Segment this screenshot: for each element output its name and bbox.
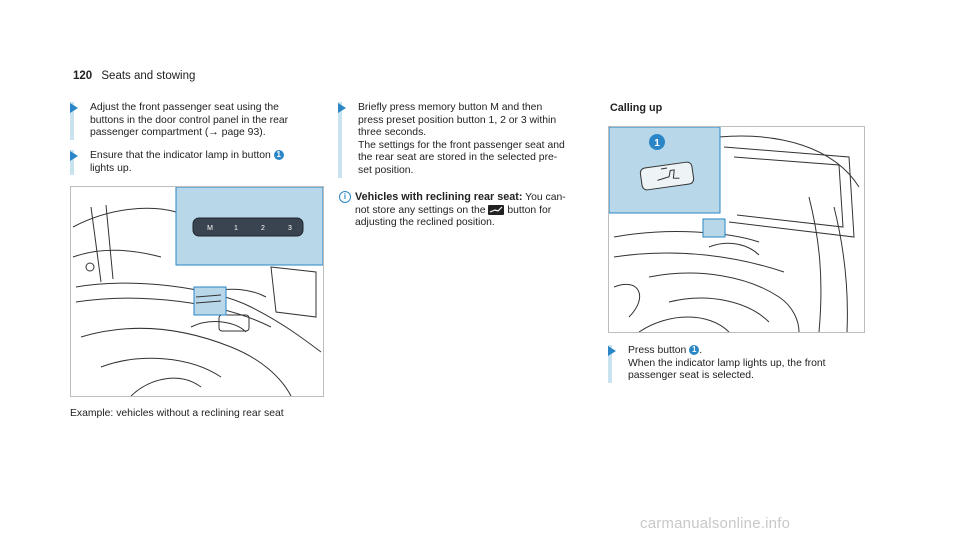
seat-button-drawing	[609, 127, 864, 332]
door-panel-illustration	[70, 186, 324, 397]
page-number: 120	[73, 70, 93, 82]
callout-badge: 1	[689, 345, 699, 355]
step-arrow-icon	[70, 103, 78, 113]
preset-button-3: 3	[288, 225, 292, 232]
note-text-cont: button for adjusting the reclined position.	[355, 204, 552, 229]
step-text-cont: lights up.	[90, 162, 132, 174]
page-header	[73, 70, 195, 82]
info-note	[339, 191, 599, 230]
note-title: Vehicles with reclining rear seat:	[355, 191, 523, 203]
step-text: Ensure that the indicator lamp in button	[90, 150, 274, 161]
instruction-step	[338, 102, 607, 178]
preset-button-2: 2	[261, 225, 265, 232]
step-text: Press button	[628, 345, 690, 356]
step-arrow-icon	[70, 151, 78, 161]
door-panel-drawing	[71, 187, 323, 396]
callout-badge: 1	[654, 138, 660, 149]
seat-button-illustration	[608, 126, 865, 333]
step-arrow-icon	[338, 103, 346, 113]
info-icon: i	[339, 191, 351, 203]
step-text: Adjust the front passenger seat using the buttons in the door control panel in the rear passenger compartment (→ page 93).	[90, 102, 289, 139]
section-title: Seats and stowing	[101, 70, 196, 82]
figure-caption: Example: vehicles without a reclining rear seat	[70, 408, 284, 419]
instruction-step	[608, 345, 877, 383]
recline-button-icon	[488, 205, 504, 215]
memory-button-m: M	[207, 225, 213, 232]
note-text: You can- not store any settings on the	[355, 192, 566, 216]
step-text: Briefly press memory button M and then press preset position button 1, 2 or 3 within three seconds. The settings for the front passenger seat and the rear seat are stored in the selected pre- set position.	[358, 102, 565, 176]
section-heading: Calling up	[610, 102, 663, 114]
watermark: carmanualsonline.info	[640, 515, 791, 532]
instruction-step	[70, 150, 334, 175]
step-arrow-icon	[608, 346, 616, 356]
preset-button-1: 1	[234, 225, 238, 232]
step-text-cont: . When the indicator lamp lights up, the front passenger seat is selected.	[628, 345, 826, 382]
callout-badge: 1	[274, 150, 284, 160]
instruction-step	[70, 102, 334, 140]
